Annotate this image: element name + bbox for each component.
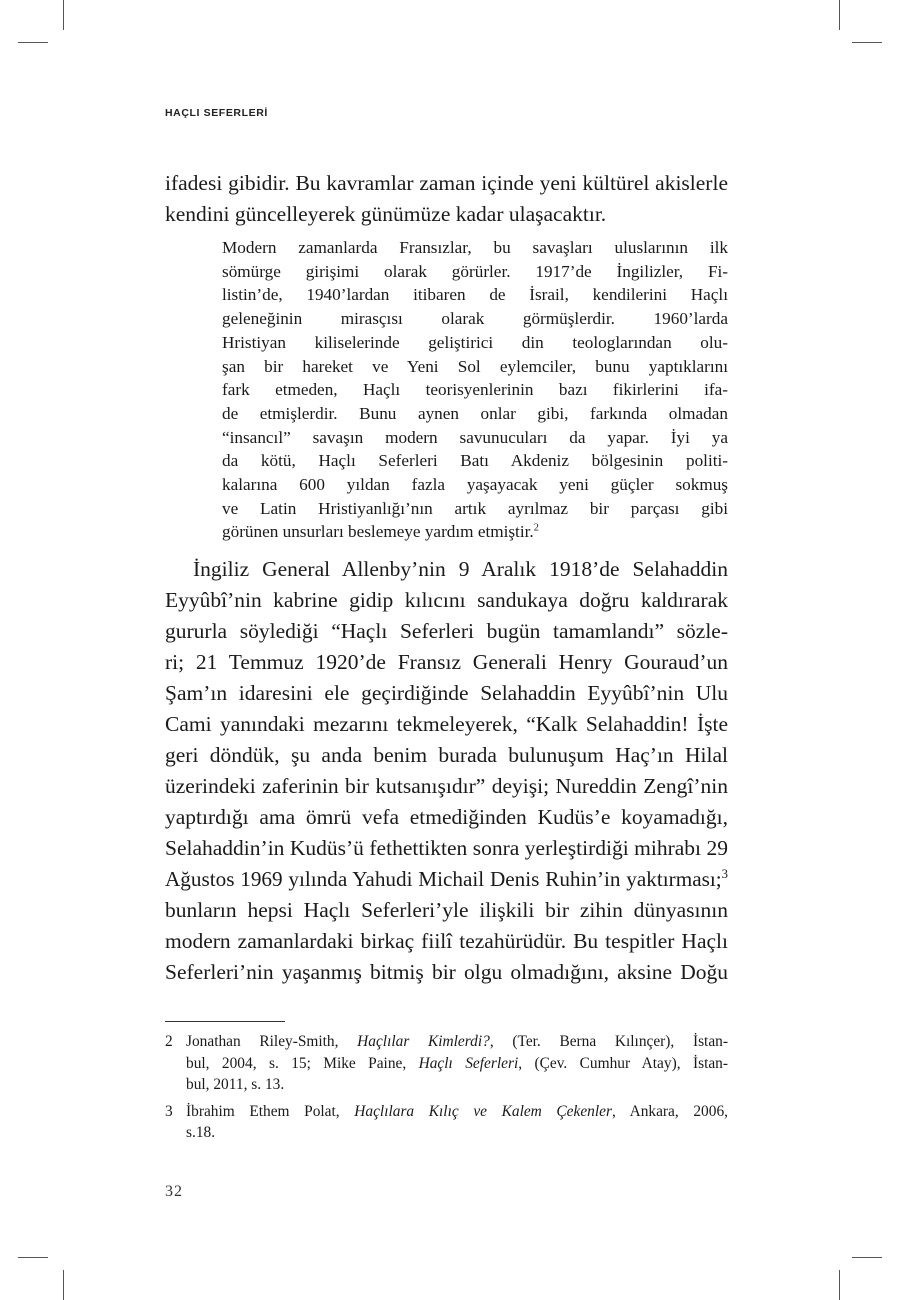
- footnote-text: , Ankara, 2006,: [611, 1102, 728, 1120]
- intro-paragraph: [165, 168, 728, 230]
- text-line-with-ref: [165, 864, 728, 895]
- text-line: kendini güncelleyerek günümüze kadar ulaşacaktır.: [165, 202, 607, 226]
- footnote-number: 3: [165, 1102, 173, 1120]
- crop-mark: [18, 1257, 48, 1258]
- crop-mark: [839, 1270, 840, 1300]
- text-line: Eyyûbî’nin kabrine gidip kılıcını sandukaya doğru kaldırarak: [165, 588, 728, 613]
- footnote-ref[interactable]: 2: [533, 522, 539, 534]
- quote-line: “insancıl” savaşın modern savunucuları da yapar. İyi ya: [222, 427, 728, 447]
- crop-mark: [852, 42, 882, 43]
- book-title: Haçlı Seferleri: [418, 1054, 519, 1072]
- crop-mark: [63, 1270, 64, 1300]
- crop-mark: [18, 42, 48, 43]
- footnotes: [165, 1031, 728, 1149]
- footnote-3: [165, 1101, 728, 1144]
- quote-line: sömürge girişimi olarak görürler. 1917’de İngilizler, Fi-: [222, 261, 728, 281]
- quote-line: fark etmeden, Haçlı teorisyenlerinin bazı fikirlerini ifa-: [222, 380, 728, 400]
- footnote-line: [186, 1101, 728, 1123]
- text-line: geri döndük, şu anda benim burada bulunuşum Haç’ın Hilal: [165, 743, 728, 768]
- text-line: ri; 21 Temmuz 1920’de Fransız Generali Henry Gouraud’un: [165, 650, 728, 675]
- footnote-text: , (Çev. Cumhur Atay), İstan-: [518, 1054, 729, 1072]
- footnote-number: 2: [165, 1033, 173, 1050]
- footnote-text: Jonathan Riley-Smith,: [186, 1033, 358, 1050]
- text-line: Şam’ın idaresini ele geçirdiğinde Selahaddin Eyyûbî’nin Ulu: [165, 681, 728, 706]
- footnote-divider: [165, 1021, 285, 1022]
- text-line: modern zamanlardaki birkaç fiilî tezahürüdür. Bu tespitler Haçlı: [165, 929, 728, 954]
- crop-mark: [839, 0, 840, 30]
- quote-line: kalarına 600 yıldan fazla yaşayacak yeni güçler sokmuş: [222, 475, 728, 495]
- text-line: bunların hepsi Haçlı Seferleri’yle ilişkili bir zihin dünyasının: [165, 898, 728, 923]
- body-text: [165, 168, 728, 988]
- quote-line: de etmişlerdir. Bunu aynen onlar gibi, farkında olmadan: [222, 403, 728, 423]
- text-line: gururla söylediği “Haçlı Seferleri bugün tamamlandı” sözle-: [165, 619, 728, 644]
- footnote-text: , (Ter. Berna Kılınçer), İstan-: [489, 1033, 728, 1050]
- text-line: Seferleri’nin yaşanmış bitmiş bir olgu olmadığını, aksine Doğu: [165, 960, 728, 985]
- text-line: üzerindeki zaferinin bir kutsanışıdır” deyişi; Nureddin Zengî’nin: [165, 774, 728, 799]
- text-line: yaptırdığı ama ömrü vefa etmediğinden Kudüs’e koyamadığı,: [165, 805, 728, 830]
- text-line: ifadesi gibidir. Bu kavramlar zaman içinde yeni kültürel akislerle: [165, 171, 728, 195]
- text-line: Ağustos 1969 yılında Yahudi Michail Denis Ruhin’in yaktırması;: [165, 867, 722, 892]
- book-title: Haçlılara Kılıç ve Kalem Çekenler: [354, 1102, 612, 1120]
- text-line: Cami yanındaki mezarını tekmeleyerek, “Kalk Selahaddin! İşte: [165, 712, 728, 737]
- text-line: Selahaddin’in Kudüs’ü fethettikten sonra yerleştirdiği mihrabı 29: [165, 836, 728, 861]
- quote-line: ve Latin Hristiyanlığı’nın artık ayrılmaz bir parçası gibi: [222, 498, 728, 518]
- quote-line: şan bir hareket ve Yeni Sol eylemciler, bunu yaptıklarını: [222, 356, 728, 376]
- footnote-line: s.18.: [186, 1124, 216, 1141]
- block-quote: [222, 236, 728, 544]
- footnote-line: bul, 2011, s. 13.: [186, 1076, 285, 1093]
- quote-line-last: [222, 520, 728, 544]
- book-title: Haçlılar Kimlerdi?: [357, 1033, 490, 1050]
- quote-line: da kötü, Haçlı Seferleri Batı Akdeniz bölgesinin politi-: [222, 451, 728, 471]
- footnote-text: İbrahim Ethem Polat,: [186, 1102, 355, 1120]
- quote-line: geleneğinin mirasçısı olarak görmüşlerdir. 1960’larda: [222, 309, 728, 329]
- text-line: İngiliz General Allenby’nin 9 Aralık 1918’de Selahaddin: [193, 557, 728, 582]
- footnote-line: [186, 1053, 728, 1075]
- quote-line-text: görünen unsurları beslemeye yardım etmiştir.: [222, 522, 534, 542]
- footnote-2: [165, 1031, 728, 1096]
- quote-line: Hristiyan kiliselerinde geliştirici din teologlarından olu-: [222, 332, 728, 352]
- footnote-line: [186, 1031, 728, 1053]
- footnote-ref[interactable]: 3: [721, 867, 728, 882]
- crop-mark: [63, 0, 64, 30]
- main-paragraph: [165, 554, 728, 988]
- quote-line: listin’de, 1940’lardan itibaren de İsrail, kendilerini Haçlı: [222, 285, 728, 305]
- footnote-text: bul, 2004, s. 15; Mike Paine,: [186, 1054, 419, 1072]
- running-head: HAÇLI SEFERLERİ: [165, 107, 268, 119]
- quote-line: Modern zamanlarda Fransızlar, bu savaşları uluslarının ilk: [222, 238, 728, 257]
- page-number: 32: [165, 1183, 183, 1200]
- crop-mark: [852, 1257, 882, 1258]
